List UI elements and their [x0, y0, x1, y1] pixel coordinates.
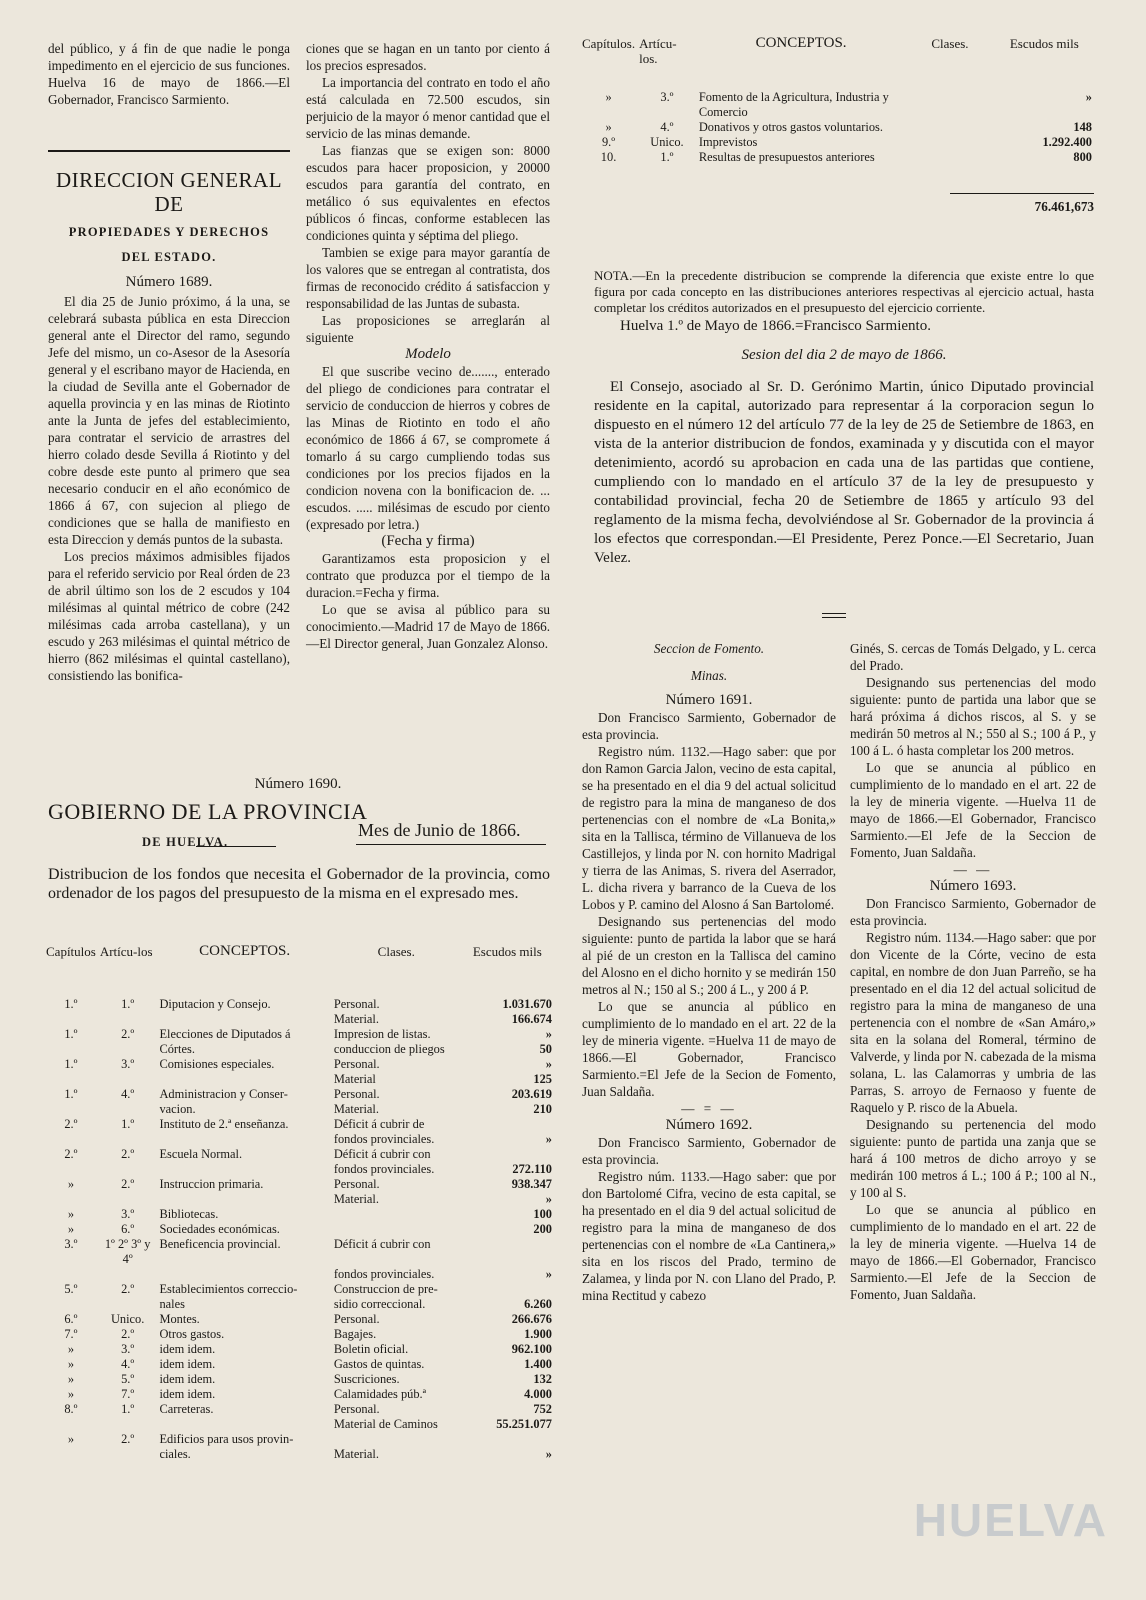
table-row [44, 1192, 554, 1207]
cell-cap [44, 1012, 98, 1027]
cell-con: ciales. [159, 1447, 191, 1461]
table-row [580, 135, 1094, 150]
cell-con: idem idem. [159, 1372, 216, 1386]
cell-cla: fondos provinciales. [333, 1132, 435, 1146]
cell-art: 1º 2º 3º y 4º [104, 1237, 151, 1266]
cell-cap [44, 1102, 98, 1117]
cell-art [98, 1297, 158, 1312]
section-subtitle: DEL ESTADO. [121, 250, 217, 264]
paragraph: Designando su pertenencia del modo siguiente: punto de partida una zanja que se hará á 100 metros de dicho arroyo y se medirán 100 metros á L.; 100 á P.; 100 al N., y 100 al S. [850, 1117, 1096, 1200]
cell-esc [461, 1282, 554, 1297]
cell-art: 3.º [121, 1057, 135, 1071]
cell-art: 1.º [121, 1402, 135, 1416]
cell-cap [44, 1447, 98, 1462]
session-title: Sesion del dia 2 de mayo de 1866. [741, 347, 947, 363]
paragraph: Designando sus pertenencias del modo siguiente: punto de partida la labor que se hará al pié de un creston en la Tallisca del camino del Alosno en el dicho hornito y se medirán 150 metros al N.; 150 al S.; 200 á L., y 200 á P. [582, 914, 836, 997]
cell-art [98, 1162, 158, 1177]
cell-con: Donativos y otros gastos voluntarios. [698, 120, 883, 134]
divider [356, 844, 546, 845]
cell-art: 7.º [121, 1387, 135, 1401]
cell-cap: 7.º [64, 1327, 78, 1341]
section-heading: Minas. [690, 668, 728, 683]
cell-art [98, 1267, 158, 1282]
table-row [44, 1267, 554, 1282]
cell-con: idem idem. [159, 1357, 216, 1371]
divider [822, 617, 846, 618]
cell-con [157, 1417, 331, 1432]
section-subtitle: PROPIEDADES Y DERECHOS [68, 225, 270, 239]
distribution-table [44, 944, 554, 1462]
cell-con: Escuela Normal. [159, 1147, 243, 1161]
cell-esc: » [1085, 90, 1092, 104]
cell-con: Beneficencia provincial. [159, 1237, 281, 1251]
cell-cap [44, 1297, 98, 1312]
table-row [44, 1147, 554, 1162]
cell-cla: Material de Caminos [333, 1417, 438, 1431]
col-header-conceptos: CONCEPTOS. [755, 35, 847, 51]
cell-empty [905, 135, 994, 150]
cell-cla: Personal. [333, 997, 380, 1011]
cell-con: Edificios para usos provin- [159, 1432, 294, 1446]
cell-esc [461, 1117, 554, 1132]
cell-cla: Material. [333, 1447, 379, 1461]
cell-cap: 9.º [601, 135, 616, 149]
paragraph: El que suscribe vecino de......., enterado del pliego de condiciones para contratar el servicio de conduccion de hierros y cobres de las Minas de Riotinto en todo el año económico de 1866 á 67, se compromete á tomarlo á su cargo cumpliendo todas sus condiciones por los precios fijados en la condicion novena con la bonificacion de. ... escudos. ..... milésimas de escudo por ciento (expresado por letra.) [306, 364, 550, 532]
column-3-notes [594, 268, 1094, 568]
cell-cap: 1.º [64, 1027, 78, 1041]
cell-cap [44, 1192, 98, 1207]
cell-esc: 752 [533, 1402, 552, 1416]
divider [950, 193, 1094, 194]
cell-cap: 5.º [64, 1282, 78, 1296]
cell-art: Unico. [650, 135, 684, 149]
cell-cap [44, 1267, 98, 1282]
cell-con: nales [159, 1297, 185, 1311]
cell-esc: 210 [533, 1102, 552, 1116]
cell-cla: Personal. [333, 1177, 380, 1191]
paragraph: Las fianzas que se exigen son: 8000 escudos para hacer proposicion, y 20000 escudos para garantía del contrato, en metálico ó sus equivalentes en efectos públicos ó fincas, conforme establecen las condiciones quinta y séptima del pliego. [306, 143, 550, 243]
cell-con: vacion. [159, 1102, 196, 1116]
cell-con: Imprevistos [698, 135, 758, 149]
cell-con: Resultas de presupuestos anteriores [698, 150, 875, 164]
cell-con [157, 1267, 331, 1282]
cell-art: 4.º [660, 120, 674, 134]
table-row [44, 1432, 554, 1447]
cell-art: 2.º [121, 1432, 135, 1446]
cell-cla: Material. [333, 1192, 379, 1206]
table-row [44, 1312, 554, 1327]
cell-con: Carreteras. [159, 1402, 214, 1416]
cell-con: Montes. [159, 1312, 200, 1326]
cell-esc: 4.000 [524, 1387, 552, 1401]
cell-con [157, 1072, 331, 1087]
cell-cla: conduccion de pliegos [333, 1042, 445, 1056]
cell-con [157, 1162, 331, 1177]
cell-empty [905, 120, 994, 135]
table-row [44, 1417, 554, 1432]
column-4 [582, 640, 836, 1304]
cell-cap: 2.º [64, 1147, 78, 1161]
cell-art: 6.º [121, 1222, 135, 1236]
cell-esc: 203.619 [511, 1087, 552, 1101]
cell-con: Diputacion y Consejo. [159, 997, 271, 1011]
cell-cap [44, 1417, 98, 1432]
cell-cap: » [67, 1357, 75, 1371]
cell-empty [905, 90, 994, 120]
table-row [580, 150, 1094, 165]
cell-art: 4.º [121, 1357, 135, 1371]
cell-esc: 148 [1073, 120, 1092, 134]
cell-cla [332, 1222, 461, 1237]
cell-esc: 132 [533, 1372, 552, 1386]
cell-art: 3.º [660, 90, 674, 104]
cell-art [98, 1102, 158, 1117]
table-row [44, 997, 554, 1012]
table-header [580, 36, 1094, 66]
col-header-conceptos: CONCEPTOS. [199, 943, 291, 959]
cell-cap [44, 1132, 98, 1147]
cell-con: Otros gastos. [159, 1327, 225, 1341]
cell-cla: Boletin oficial. [333, 1342, 409, 1356]
cell-cap: » [67, 1207, 75, 1221]
divider [822, 613, 846, 614]
paragraph: Tambien se exige para mayor garantía de los valores que se entregan al contratista, dos firmas de reconocido crédito á satisfaccion y responsabilidad de las Juntas de subasta. [306, 245, 550, 311]
cell-con: Córtes. [159, 1042, 195, 1056]
cell-con: idem idem. [159, 1342, 216, 1356]
cell-art: 1.º [660, 150, 674, 164]
col-header-clases: Clases. [931, 36, 969, 51]
col-header-art: Artícu-los. [639, 36, 677, 66]
table-row [580, 90, 1094, 120]
table-row [44, 1357, 554, 1372]
cell-con: Establecimientos correccio- [159, 1282, 298, 1296]
table-header [44, 944, 554, 959]
cell-art: 2.º [121, 1147, 135, 1161]
cell-cap: 1.º [64, 1057, 78, 1071]
cell-esc: 272.110 [512, 1162, 552, 1176]
paragraph: El Consejo, asociado al Sr. D. Gerónimo Martin, único Diputado provincial residente en la capital, autorizado para representar á la corporacion segun lo dispuesto en el número 12 del artículo 77 de la ley de 25 de Setiembre de 1863, en vista de la anterior distribucion de fondos, examinada y y discutida con el mayor detenimiento, acordó su aprobacion en cada una de las partidas que contiene, cumpliendo con lo mandado en el artículo 37 de la ley de presupuesto y contabilidad provincial, fecha 20 de Setiembre de 1865 y artículo 93 del reglamento de la misma fecha, devolviéndose al Sr. Gobernador de la provincia á los efectos que correspondan.—El Presidente, Perez Ponce.—El Secretario, Juan Velez. [594, 379, 1094, 566]
cell-art [98, 1042, 158, 1057]
table-row [44, 1027, 554, 1042]
col-header-escudos: Escudos mils [472, 944, 542, 959]
cell-cla: Suscriciones. [333, 1372, 400, 1386]
cell-art: 5.º [121, 1372, 135, 1386]
cell-art [98, 1417, 158, 1432]
paragraph: Garantizamos esta proposicion y el contrato que produzca por el tiempo de la duracion.=Fecha y firma. [306, 551, 550, 600]
cell-esc: » [545, 1447, 552, 1461]
paragraph: Registro núm. 1134.—Hago saber: que por don Vicente de la Córte, vecino de esta capital, en nombre de don Juan Parreño, se ha presentado en el dia 12 del actual solicitud de registro para la mina de manganeso de una pertenencia con el nombre de «San Amáro,» sita en la solana del Romeral, término de Valverde, y linda por N. cabezada de la misma solana, L. las Calamorras y umbria de las Parras, S. arroyo de Fernaoso y fuente de Raquelo y P. risco de la Abuela. [850, 930, 1096, 1115]
cell-cap [44, 1162, 98, 1177]
cell-cap: 1.º [64, 997, 78, 1011]
cell-cla: Construccion de pre- [333, 1282, 438, 1296]
cell-con: Sociedades económicas. [159, 1222, 280, 1236]
paragraph: Lo que se anuncia al público en cumplimiento de lo mandado en el art. 22 de la ley de mineria vigente. —Huelva 14 de mayo de 1866.—El Gobernador, Francisco Sarmiento.—El Jefe de la Seccion de Fomento, Juan Saldaña. [850, 1202, 1096, 1302]
watermark-logo: HUELVA [913, 1494, 1108, 1546]
cell-esc: 50 [539, 1042, 552, 1056]
cell-esc: » [545, 1027, 552, 1041]
cell-con: Instituto de 2.ª enseñanza. [159, 1117, 289, 1131]
paragraph: ciones que se hagan en un tanto por ciento á los precios espresados. [306, 41, 550, 73]
cell-cla: Déficit á cubrir con [333, 1237, 431, 1251]
cell-cap: 2.º [64, 1117, 78, 1131]
cell-con [157, 1012, 331, 1027]
cell-cla: fondos provinciales. [333, 1162, 435, 1176]
cell-con: idem idem. [159, 1387, 216, 1401]
cell-cla: Personal. [333, 1402, 380, 1416]
ornament [196, 846, 276, 847]
cell-cap [44, 1072, 98, 1087]
cell-esc: » [545, 1132, 552, 1146]
cell-esc: » [545, 1057, 552, 1071]
cell-cap: 3.º [64, 1237, 78, 1251]
cell-cap: » [67, 1432, 75, 1446]
cell-art: 2.º [121, 1282, 135, 1296]
table-row [44, 1222, 554, 1237]
cell-esc: 938.347 [511, 1177, 552, 1191]
table-row [44, 1342, 554, 1357]
paragraph: Don Francisco Sarmiento, Gobernador de esta provincia. [582, 710, 836, 742]
cell-cla: Calamidades púb.ª [333, 1387, 427, 1401]
cell-con: Fomento de la Agricultura, Industria y Comercio [698, 90, 889, 119]
table-row [580, 120, 1094, 135]
col-header-clases: Clases. [377, 944, 415, 959]
cell-cap [44, 1042, 98, 1057]
gobierno-title: GOBIERNO DE LA PROVINCIA [48, 799, 368, 824]
column-1 [48, 40, 290, 108]
notice-number: Número 1689. [125, 274, 213, 290]
divider [48, 150, 290, 152]
cell-art [98, 1132, 158, 1147]
cell-art: 2.º [121, 1177, 135, 1191]
table-row [44, 1447, 554, 1462]
cell-cla: Déficit á cubrir con [333, 1147, 431, 1161]
separator: — = — [681, 1101, 737, 1116]
paragraph: Distribucion de los fondos que necesita el Gobernador de la provincia, como ordenador de los pagos del presupuesto de la misma en el expresado mes. [48, 866, 550, 902]
gobierno-subtitle: DE HUELVA. [142, 835, 229, 849]
cell-cap: » [67, 1342, 75, 1356]
paragraph: Lo que se anuncia al público en cumplimiento de lo mandado en el art. 22 de la ley de mineria vigente. =Huelva 11 de mayo de 1866.—El Gobernador, Francisco Sarmiento.=El Jefe de la Secion de Fomento, Juan Saldaña. [582, 999, 836, 1099]
distribution-intro [48, 865, 550, 903]
table-row [44, 1282, 554, 1297]
cell-cap: » [67, 1177, 75, 1191]
section-title: DIRECCION GENERAL DE [55, 168, 283, 216]
col-header-cap: Capítulos. [582, 36, 636, 51]
notice-number: Número 1691. [665, 692, 753, 708]
paragraph: Designando sus pertenencias del modo siguiente: punto de partida una labor que se hará próxima á dichos riscos, al S. y se medirán 50 metros al N.; 550 al S.; 100 á P., y 100 á L. ó hasta completar los 200 metros. [850, 675, 1096, 758]
cell-cap: » [67, 1387, 75, 1401]
cell-esc: 962.100 [511, 1342, 552, 1356]
cell-cla: Personal. [333, 1087, 380, 1101]
cell-art: 1.º [121, 997, 135, 1011]
paragraph: La importancia del contrato en todo el año está calculada en 72.500 escudos, sin perjuicio de la mayor ó menor cantidad que el servicio de las minas demande. [306, 75, 550, 141]
cell-cla: Material. [333, 1102, 379, 1116]
paragraph: Las proposiciones se arreglarán al siguiente [306, 313, 550, 345]
table-row [44, 1207, 554, 1222]
cell-cla: Material [333, 1072, 376, 1086]
cell-esc [461, 1237, 554, 1267]
cell-cla: Material. [333, 1012, 379, 1026]
cell-cla: Bagajes. [333, 1327, 377, 1341]
table-row [44, 1132, 554, 1147]
nota: NOTA.—En la precedente distribucion se comprende la diferencia que existe entre lo que figura por cada concepto en las distribuciones anteriores respectivas al ejercicio actual, hasta completar los créditos autorizados en el presupuesto del ejercicio corriente. [594, 268, 1094, 315]
cell-cla [332, 1207, 461, 1222]
cell-con [157, 1192, 331, 1207]
cell-esc: 800 [1073, 150, 1092, 164]
cell-esc: 1.900 [524, 1327, 552, 1341]
paragraph: Registro núm. 1133.—Hago saber: que por don Bartolomé Cifra, vecino de esta capital, se ha presentado en el dia 9 del actual solicitud de registro para la mina de manganeso de dos pertenencias con el nombre de «La Cantinera,» sita en los riscos del Prado, termino de Zalamea, y linda por N. con Llano del Prado, P. mina Rectitud y cabezo [582, 1169, 836, 1303]
table-row [44, 1402, 554, 1417]
cell-esc [461, 1432, 554, 1447]
paragraph: Don Francisco Sarmiento, Gobernador de esta provincia. [850, 896, 1096, 928]
cell-esc: 1.400 [524, 1357, 552, 1371]
table-row [44, 1012, 554, 1027]
cell-cla: sidio correccional. [333, 1297, 426, 1311]
cell-art [98, 1072, 158, 1087]
cell-cla [332, 1432, 461, 1447]
col-header-art: Artícu-los [99, 944, 153, 959]
cell-cap: » [67, 1372, 75, 1386]
cell-art: 3.º [121, 1342, 135, 1356]
table-row [44, 1387, 554, 1402]
table-row [44, 1087, 554, 1102]
cell-con: Elecciones de Diputados á [159, 1027, 291, 1041]
notice-number: Número 1690. [254, 776, 342, 792]
paragraph: Don Francisco Sarmiento, Gobernador de esta provincia. [582, 1135, 836, 1167]
col-header-cap: Capítulos [46, 944, 96, 959]
paragraph: del público, y á fin de que nadie le ponga impedimento en el ejercicio de sus funciones. Huelva 16 de mayo de 1866.—El Gobernador, Francisco Sarmiento. [48, 41, 290, 107]
cell-cap: 1.º [64, 1087, 78, 1101]
paragraph: Ginés, S. cercas de Tomás Delgado, y L. cerca del Prado. [850, 641, 1096, 673]
signature-line: (Fecha y firma) [381, 533, 475, 549]
cell-cap: 10. [600, 150, 617, 164]
cell-cla: Personal. [333, 1057, 380, 1071]
table-row [44, 1072, 554, 1087]
cell-esc: 200 [533, 1222, 552, 1236]
table-row [44, 1162, 554, 1177]
cell-cap: » [605, 90, 612, 104]
cell-art: 2.º [121, 1027, 135, 1041]
cell-esc [461, 1147, 554, 1162]
cell-art: 2.º [121, 1327, 135, 1341]
paragraph: Lo que se anuncia al público en cumplimiento de lo mandado en el art. 22 de la ley de mineria vigente. —Huelva 11 de mayo de 1866.—El Gobernador, Francisco Sarmiento.—El Jefe de la Seccion de Fomento, Juan Saldaña. [850, 760, 1096, 860]
section-heading: Seccion de Fomento. [653, 641, 765, 656]
cell-art: Unico. [110, 1312, 145, 1326]
cell-esc: 166.674 [511, 1012, 552, 1026]
cell-con: Instruccion primaria. [159, 1177, 264, 1191]
column-1-direccion [48, 168, 290, 684]
cell-cla: Impresion de listas. [333, 1027, 431, 1041]
cell-esc: 55.251.077 [496, 1417, 552, 1431]
cell-esc: » [545, 1267, 552, 1281]
table-row [44, 1177, 554, 1192]
table-row [44, 1297, 554, 1312]
table-row [44, 1327, 554, 1342]
cell-cap: 6.º [64, 1312, 78, 1326]
cell-esc: 1.292.400 [1042, 135, 1092, 149]
cell-esc: » [545, 1192, 552, 1206]
month-label: Mes de Junio de 1866. [358, 820, 521, 840]
col-header-escudos: Escudos mils [1009, 36, 1079, 51]
cell-empty [905, 150, 994, 165]
cell-art: 1.º [121, 1117, 135, 1131]
cell-con [157, 1132, 331, 1147]
table-row [44, 1057, 554, 1072]
cell-cla: fondos provinciales. [333, 1267, 435, 1281]
cell-con: Bibliotecas. [159, 1207, 219, 1221]
gobierno-header [48, 800, 548, 851]
cell-esc: 100 [533, 1207, 552, 1221]
column-5 [850, 640, 1096, 1303]
cell-cla: Gastos de quintas. [333, 1357, 425, 1371]
cell-cla: Déficit á cubrir de [333, 1117, 425, 1131]
paragraph: Los precios máximos admisibles fijados para el referido servicio por Real órden de 23 de abril último son los de 2 escudos y 104 milésimas al quintal métrico de cobre (242 milésimas cada arroba castellana), y un escudo y 263 milésimas el quintal métrico de hierro (862 milésimas el quintal castellano), consistiendo las bonifica- [48, 549, 290, 683]
separator: — — [953, 862, 993, 877]
cell-art: 3.º [121, 1207, 135, 1221]
cell-art [98, 1192, 158, 1207]
cell-cap: » [67, 1222, 75, 1236]
column-3-table [580, 36, 1094, 215]
cell-esc: 266.676 [511, 1312, 552, 1326]
cell-esc: 1.031.670 [502, 997, 552, 1011]
cell-art [98, 1012, 158, 1027]
table-row [44, 1117, 554, 1132]
table-row [44, 1372, 554, 1387]
paragraph: Lo que se avisa al público para su conocimiento.—Madrid 17 de Mayo de 1866.—El Director general, Juan Gonzalez Alonso. [306, 602, 550, 651]
cell-art [98, 1447, 158, 1462]
table-row [44, 1102, 554, 1117]
modelo-heading: Modelo [405, 346, 451, 362]
cell-esc: 6.260 [524, 1297, 552, 1311]
notice-number: Número 1693. [929, 878, 1017, 894]
cell-esc: 125 [533, 1072, 552, 1086]
paragraph: El dia 25 de Junio próximo, á la una, se celebrará subasta pública en esta Direccion general ante el Director del ramo, segundo Jefe del mismo, un co-Asesor de la Asesoría general y el escribano mayor de Hacienda, en la ciudad de Sevilla ante el Gobernador de aquella provincia y en las minas de Riotinto ante la Junta de jefes del establecimiento, para contratar el servicio de arrastres del hierro colado desde Sevilla á Riotinto y del cobre desde este punto al primero que sea necesario conducir en el año económico de 1866 á 67, con sujecion al pliego de condiciones que se halla de manifiesto en esta Direccion y demás puntos de la subasta. [48, 294, 290, 547]
table-total: 76.461,673 [1034, 199, 1094, 214]
cell-art: 4.º [121, 1087, 135, 1101]
cell-cap: » [605, 120, 612, 134]
column-2 [306, 40, 550, 652]
signature-line: Huelva 1.º de Mayo de 1866.=Francisco Sarmiento. [620, 318, 931, 334]
paragraph: Registro núm. 1132.—Hago saber: que por don Ramon Garcia Jalon, vecino de esta capital, se ha presentado en el dia 9 del actual solicitud de registro para la mina de manganeso de dos pertenencias con el nombre de «La Bonita,» sita en la Tallisca, término de Villanueva de los Castillejos, y linda por N. con hornito Madrigal y tierra de las Animas, S. rivera del Aserrador, L. dicha rivera y barranco de la Cueva de los Lobos y P. camino del Alosno á San Bartolomé. [582, 744, 836, 912]
notice-number: Número 1692. [665, 1117, 753, 1133]
cell-cla: Personal. [333, 1312, 380, 1326]
cell-con: Administracion y Conser- [159, 1087, 288, 1101]
cell-con: Comisiones especiales. [159, 1057, 275, 1071]
table-row [44, 1237, 554, 1267]
cell-cap: 8.º [64, 1402, 78, 1416]
table-row [44, 1042, 554, 1057]
